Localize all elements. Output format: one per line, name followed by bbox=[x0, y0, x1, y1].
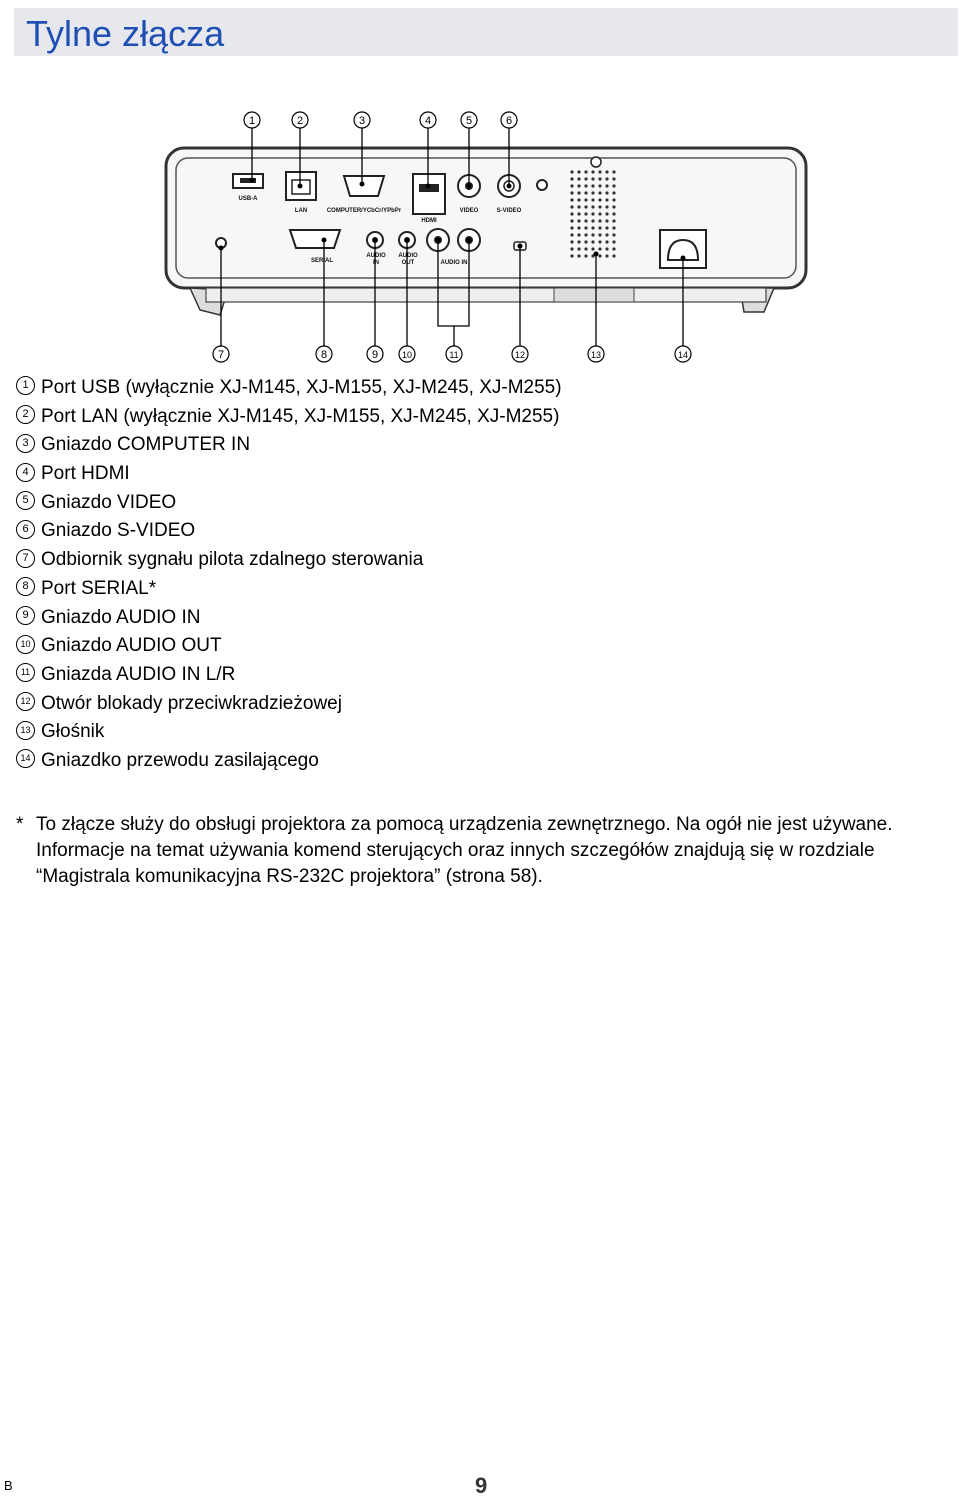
legend-text: Głośnik bbox=[41, 721, 105, 743]
serial-port bbox=[290, 230, 340, 248]
svg-text:AUDIO IN: AUDIO IN bbox=[440, 260, 468, 266]
legend-number: 3 bbox=[16, 434, 35, 453]
legend-item bbox=[14, 632, 944, 661]
legend-number: 11 bbox=[16, 663, 35, 682]
svg-text:AUDIO: AUDIO bbox=[366, 253, 386, 259]
callout-12 bbox=[512, 346, 528, 362]
legend-item bbox=[14, 575, 944, 604]
legend-number: 7 bbox=[16, 549, 35, 568]
svg-text:LAN: LAN bbox=[294, 208, 308, 214]
svg-text:14: 14 bbox=[677, 350, 689, 360]
svg-text:OUT: OUT bbox=[401, 260, 415, 266]
connector-legend bbox=[14, 374, 944, 776]
computer-port bbox=[344, 176, 384, 196]
legend-item bbox=[14, 604, 944, 633]
projector-body bbox=[166, 148, 806, 288]
svg-text:IN: IN bbox=[373, 260, 379, 266]
legend-item bbox=[14, 546, 944, 575]
svg-text:VIDEO: VIDEO bbox=[459, 208, 479, 214]
svg-text:12: 12 bbox=[514, 350, 526, 360]
legend-number: 12 bbox=[16, 692, 35, 711]
rear-panel-diagram bbox=[0, 100, 960, 370]
footnote-marker: * bbox=[16, 814, 24, 835]
footnote-text: To złącze służy do obsługi projektora za pomocą urządzenia zewnętrznego. Na ogół nie jest używane. Informacje na temat używania komend sterujących oraz innych szczegółów znajdują się w rozdziale “Magistrala komunikacyjna RS-232C projektora” (strona 58). bbox=[36, 814, 893, 887]
callout-11 bbox=[446, 346, 462, 362]
legend-item bbox=[14, 431, 944, 460]
svg-text:HDMI: HDMI bbox=[421, 218, 437, 224]
svg-text:S-VIDEO: S-VIDEO bbox=[496, 208, 522, 214]
callout-3 bbox=[354, 112, 370, 128]
legend-item bbox=[14, 403, 944, 432]
svg-text:10: 10 bbox=[401, 350, 413, 360]
legend-number: 14 bbox=[16, 749, 35, 768]
callout-10 bbox=[399, 346, 415, 362]
legend-item bbox=[14, 460, 944, 489]
legend-number: 9 bbox=[16, 606, 35, 625]
legend-item bbox=[14, 489, 944, 518]
legend-number: 2 bbox=[16, 405, 35, 424]
legend-number: 1 bbox=[16, 376, 35, 395]
svg-text:AUDIO: AUDIO bbox=[398, 253, 418, 259]
legend-text: Gniazdko przewodu zasilającego bbox=[41, 749, 319, 771]
svg-text:SERIAL: SERIAL bbox=[310, 258, 334, 264]
legend-item bbox=[14, 374, 944, 403]
hdmi-port bbox=[413, 174, 445, 214]
callout-1 bbox=[244, 112, 260, 128]
page-number: 9 bbox=[475, 1473, 488, 1498]
projector-rear-illustration bbox=[0, 100, 960, 370]
callout-9 bbox=[367, 346, 383, 362]
legend-text: Port SERIAL* bbox=[41, 577, 157, 599]
legend-text: Odbiornik sygnału pilota zdalnego sterowania bbox=[41, 549, 424, 571]
svg-text:13: 13 bbox=[590, 350, 602, 360]
svg-text:11: 11 bbox=[449, 350, 459, 360]
legend-text: Gniazdo COMPUTER IN bbox=[41, 434, 251, 456]
title-bar bbox=[14, 8, 958, 56]
svg-text:1: 1 bbox=[248, 115, 256, 127]
legend-item bbox=[14, 747, 944, 776]
svg-text:4: 4 bbox=[424, 115, 432, 127]
legend-text: Gniazda AUDIO IN L/R bbox=[41, 663, 236, 685]
legend-text: Gniazdo AUDIO IN bbox=[41, 606, 201, 628]
page-title: Tylne złącza bbox=[26, 13, 225, 54]
svg-text:7: 7 bbox=[217, 349, 225, 361]
svg-text:3: 3 bbox=[358, 115, 366, 127]
callout-8 bbox=[316, 346, 332, 362]
footer-marker: B bbox=[4, 1478, 13, 1493]
callout-5 bbox=[461, 112, 477, 128]
legend-item bbox=[14, 661, 944, 690]
footnote bbox=[16, 812, 956, 890]
legend-item bbox=[14, 690, 944, 719]
svg-text:USB-A: USB-A bbox=[238, 196, 258, 202]
legend-number: 10 bbox=[16, 635, 35, 654]
callout-13 bbox=[588, 346, 604, 362]
svg-text:5: 5 bbox=[465, 115, 473, 127]
legend-number: 8 bbox=[16, 577, 35, 596]
legend-item bbox=[14, 517, 944, 546]
legend-number: 4 bbox=[16, 463, 35, 482]
callout-14 bbox=[675, 346, 691, 362]
legend-number: 6 bbox=[16, 520, 35, 539]
legend-text: Gniazdo VIDEO bbox=[41, 491, 177, 513]
callout-2 bbox=[292, 112, 308, 128]
legend-text: Port LAN (wyłącznie XJ-M145, XJ-M155, XJ-M245, XJ-M255) bbox=[41, 405, 560, 427]
svg-text:6: 6 bbox=[505, 115, 513, 127]
legend-text: Gniazdo S-VIDEO bbox=[41, 520, 196, 542]
legend-number: 5 bbox=[16, 491, 35, 510]
callout-7 bbox=[213, 346, 229, 362]
legend-text: Otwór blokady przeciwkradzieżowej bbox=[41, 692, 342, 714]
svg-text:8: 8 bbox=[320, 349, 328, 361]
callout-4 bbox=[420, 112, 436, 128]
legend-text: Port HDMI bbox=[41, 463, 130, 485]
legend-text: Port USB (wyłącznie XJ-M145, XJ-M155, XJ-M245, XJ-M255) bbox=[41, 377, 562, 398]
legend-number: 13 bbox=[16, 721, 35, 740]
svg-text:COMPUTER/YCbCr/YPbPr: COMPUTER/YCbCr/YPbPr bbox=[326, 208, 402, 214]
legend-item bbox=[14, 718, 944, 747]
callout-6 bbox=[501, 112, 517, 128]
legend-text: Gniazdo AUDIO OUT bbox=[41, 635, 222, 657]
svg-text:9: 9 bbox=[371, 349, 379, 361]
svg-text:2: 2 bbox=[296, 115, 304, 127]
